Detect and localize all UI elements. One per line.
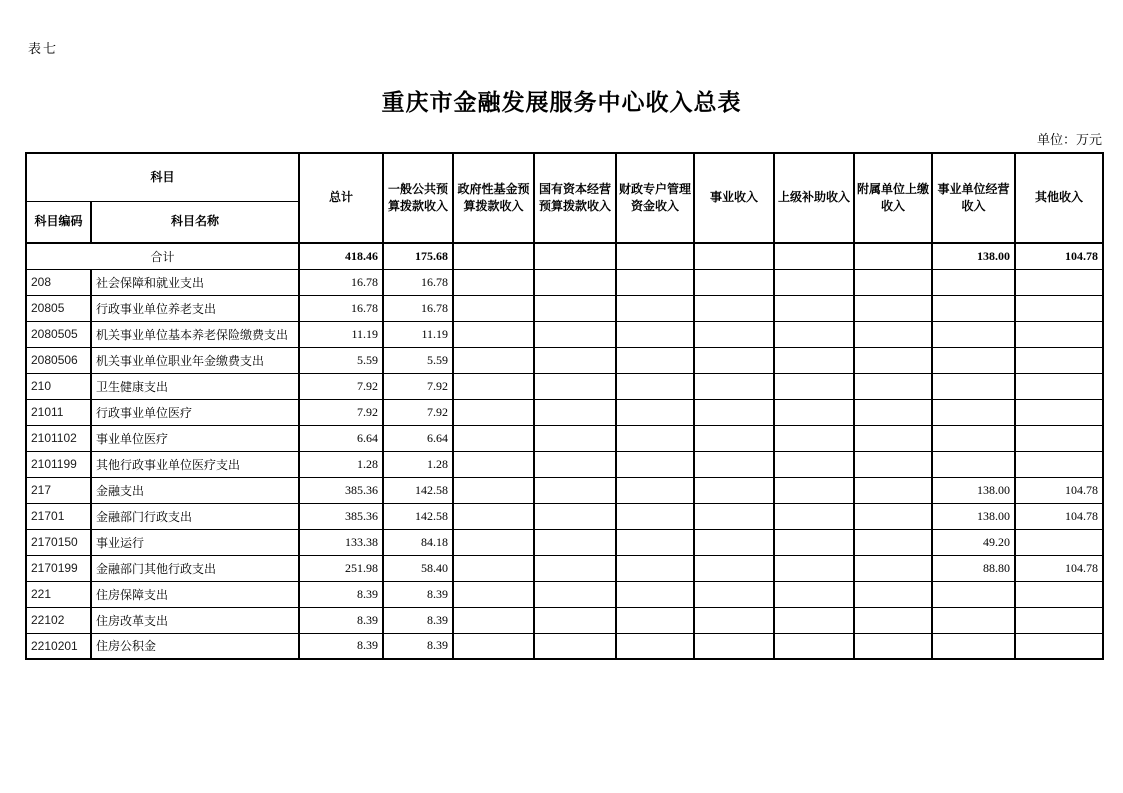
total-row [26, 243, 1103, 269]
value-cell: 8.39 [299, 607, 383, 633]
subject-name-cell: 住房保障支出 [91, 581, 299, 607]
value-cell [1015, 633, 1103, 659]
value-cell: 7.92 [383, 399, 453, 425]
value-cell [616, 425, 694, 451]
value-cell [616, 347, 694, 373]
value-cell [1015, 269, 1103, 295]
subject-code-cell: 210 [26, 373, 91, 399]
value-cell [453, 295, 534, 321]
value-cell [453, 425, 534, 451]
value-cell: 7.92 [299, 399, 383, 425]
value-cell [854, 581, 932, 607]
value-cell [1015, 347, 1103, 373]
value-cell [774, 477, 854, 503]
table-row [26, 269, 1103, 295]
table-row [26, 503, 1103, 529]
total-row-label: 合计 [26, 243, 299, 269]
header-row-1 [26, 153, 1103, 201]
value-cell: 133.38 [299, 529, 383, 555]
value-cell [694, 607, 774, 633]
value-cell: 6.64 [383, 425, 453, 451]
subject-name-cell: 卫生健康支出 [91, 373, 299, 399]
subject-name-cell: 金融支出 [91, 477, 299, 503]
value-cell [453, 399, 534, 425]
value-cell [616, 503, 694, 529]
value-cell [932, 451, 1015, 477]
header-subject-name: 科目名称 [91, 201, 299, 243]
table-row [26, 373, 1103, 399]
value-cell [694, 477, 774, 503]
subject-code-cell: 21701 [26, 503, 91, 529]
table-row [26, 347, 1103, 373]
value-cell [616, 529, 694, 555]
subject-name-cell: 事业运行 [91, 529, 299, 555]
value-cell [616, 451, 694, 477]
subject-code-cell: 208 [26, 269, 91, 295]
table-row [26, 295, 1103, 321]
value-cell: 8.39 [383, 607, 453, 633]
value-cell: 5.59 [383, 347, 453, 373]
header-col-5: 事业收入 [694, 153, 774, 243]
value-cell [774, 555, 854, 581]
value-cell [694, 581, 774, 607]
value-cell [774, 373, 854, 399]
value-cell [694, 555, 774, 581]
value-cell [1015, 529, 1103, 555]
subject-code-cell: 2080506 [26, 347, 91, 373]
value-cell [774, 581, 854, 607]
value-cell: 104.78 [1015, 555, 1103, 581]
value-cell [1015, 451, 1103, 477]
value-cell [616, 269, 694, 295]
value-cell [534, 581, 616, 607]
total-row-value [854, 243, 932, 269]
table-row [26, 425, 1103, 451]
value-cell [932, 295, 1015, 321]
subject-name-cell: 行政事业单位养老支出 [91, 295, 299, 321]
value-cell [453, 503, 534, 529]
value-cell [694, 529, 774, 555]
value-cell [694, 633, 774, 659]
value-cell [694, 399, 774, 425]
value-cell [774, 607, 854, 633]
subject-name-cell: 金融部门其他行政支出 [91, 555, 299, 581]
value-cell [1015, 581, 1103, 607]
value-cell [453, 555, 534, 581]
header-col-6: 上级补助收入 [774, 153, 854, 243]
value-cell [774, 399, 854, 425]
value-cell: 49.20 [932, 529, 1015, 555]
value-cell [694, 503, 774, 529]
value-cell: 5.59 [299, 347, 383, 373]
value-cell [774, 633, 854, 659]
value-cell [534, 399, 616, 425]
header-subject: 科目 [26, 153, 299, 201]
value-cell [854, 373, 932, 399]
value-cell: 16.78 [383, 295, 453, 321]
value-cell [932, 425, 1015, 451]
value-cell [453, 529, 534, 555]
value-cell: 11.19 [299, 321, 383, 347]
header-col-0: 总计 [299, 153, 383, 243]
value-cell [534, 321, 616, 347]
value-cell: 84.18 [383, 529, 453, 555]
table-row [26, 399, 1103, 425]
header-col-1: 一般公共预算拨款收入 [383, 153, 453, 243]
value-cell [854, 477, 932, 503]
total-row-value [534, 243, 616, 269]
value-cell [932, 269, 1015, 295]
value-cell [774, 451, 854, 477]
table-row [26, 477, 1103, 503]
value-cell [854, 399, 932, 425]
table-row [26, 451, 1103, 477]
value-cell [1015, 425, 1103, 451]
value-cell [534, 425, 616, 451]
value-cell: 16.78 [299, 295, 383, 321]
value-cell: 16.78 [383, 269, 453, 295]
value-cell [616, 295, 694, 321]
header-col-8: 事业单位经营收入 [932, 153, 1015, 243]
value-cell [453, 581, 534, 607]
value-cell [932, 399, 1015, 425]
value-cell [616, 607, 694, 633]
value-cell [534, 633, 616, 659]
value-cell [774, 529, 854, 555]
value-cell [694, 425, 774, 451]
value-cell [694, 321, 774, 347]
value-cell [534, 503, 616, 529]
header-col-2: 政府性基金预算拨款收入 [453, 153, 534, 243]
value-cell [694, 269, 774, 295]
subject-code-cell: 20805 [26, 295, 91, 321]
value-cell [534, 347, 616, 373]
subject-name-cell: 金融部门行政支出 [91, 503, 299, 529]
subject-code-cell: 221 [26, 581, 91, 607]
subject-name-cell: 社会保障和就业支出 [91, 269, 299, 295]
value-cell: 16.78 [299, 269, 383, 295]
value-cell [534, 477, 616, 503]
value-cell [453, 321, 534, 347]
header-col-3: 国有资本经营预算拨款收入 [534, 153, 616, 243]
subject-name-cell: 住房公积金 [91, 633, 299, 659]
value-cell [534, 373, 616, 399]
value-cell [854, 503, 932, 529]
value-cell: 58.40 [383, 555, 453, 581]
subject-code-cell: 21011 [26, 399, 91, 425]
subject-name-cell: 事业单位医疗 [91, 425, 299, 451]
table-row [26, 633, 1103, 659]
value-cell [854, 321, 932, 347]
value-cell [616, 399, 694, 425]
subject-code-cell: 2101199 [26, 451, 91, 477]
value-cell [774, 321, 854, 347]
subject-code-cell: 2080505 [26, 321, 91, 347]
value-cell [854, 633, 932, 659]
value-cell [774, 269, 854, 295]
value-cell [854, 607, 932, 633]
table-number-label: 表七 [28, 41, 59, 56]
value-cell: 104.78 [1015, 503, 1103, 529]
header-col-7: 附属单位上缴收入 [854, 153, 932, 243]
total-row-value [453, 243, 534, 269]
value-cell [453, 607, 534, 633]
table-row [26, 581, 1103, 607]
value-cell [854, 555, 932, 581]
value-cell [1015, 399, 1103, 425]
value-cell [694, 295, 774, 321]
value-cell [932, 633, 1015, 659]
value-cell [453, 347, 534, 373]
value-cell: 385.36 [299, 477, 383, 503]
value-cell: 1.28 [383, 451, 453, 477]
subject-code-cell: 2170150 [26, 529, 91, 555]
total-row-value [694, 243, 774, 269]
table-header [26, 153, 1103, 243]
value-cell [854, 269, 932, 295]
value-cell: 8.39 [299, 581, 383, 607]
value-cell [774, 503, 854, 529]
value-cell [616, 321, 694, 347]
value-cell: 142.58 [383, 503, 453, 529]
subject-code-cell: 22102 [26, 607, 91, 633]
value-cell [616, 477, 694, 503]
total-row-value: 175.68 [383, 243, 453, 269]
subject-code-cell: 2101102 [26, 425, 91, 451]
subject-name-cell: 行政事业单位医疗 [91, 399, 299, 425]
value-cell [616, 633, 694, 659]
value-cell [774, 425, 854, 451]
value-cell [694, 373, 774, 399]
value-cell [453, 477, 534, 503]
value-cell: 7.92 [299, 373, 383, 399]
value-cell [534, 529, 616, 555]
subject-name-cell: 其他行政事业单位医疗支出 [91, 451, 299, 477]
value-cell [774, 295, 854, 321]
table-row [26, 321, 1103, 347]
value-cell [774, 347, 854, 373]
value-cell [1015, 373, 1103, 399]
value-cell [932, 347, 1015, 373]
total-row-value [616, 243, 694, 269]
value-cell [854, 425, 932, 451]
subject-code-cell: 2210201 [26, 633, 91, 659]
value-cell: 8.39 [383, 633, 453, 659]
header-col-9: 其他收入 [1015, 153, 1103, 243]
subject-name-cell: 住房改革支出 [91, 607, 299, 633]
value-cell [453, 633, 534, 659]
value-cell [1015, 295, 1103, 321]
value-cell: 88.80 [932, 555, 1015, 581]
value-cell [534, 269, 616, 295]
value-cell [453, 451, 534, 477]
value-cell [1015, 321, 1103, 347]
value-cell: 251.98 [299, 555, 383, 581]
subject-code-cell: 2170199 [26, 555, 91, 581]
value-cell [616, 555, 694, 581]
value-cell [854, 295, 932, 321]
value-cell: 8.39 [383, 581, 453, 607]
value-cell: 142.58 [383, 477, 453, 503]
value-cell: 11.19 [383, 321, 453, 347]
total-row-value: 138.00 [932, 243, 1015, 269]
value-cell: 7.92 [383, 373, 453, 399]
total-row-value [774, 243, 854, 269]
value-cell [694, 347, 774, 373]
subject-name-cell: 机关事业单位职业年金缴费支出 [91, 347, 299, 373]
table-row [26, 555, 1103, 581]
value-cell [932, 321, 1015, 347]
value-cell [932, 373, 1015, 399]
value-cell [1015, 607, 1103, 633]
unit-note: 单位：万元 [1036, 132, 1102, 147]
header-col-4: 财政专户管理资金收入 [616, 153, 694, 243]
income-summary-table [25, 152, 1104, 660]
value-cell [932, 581, 1015, 607]
table-row [26, 607, 1103, 633]
value-cell [616, 581, 694, 607]
subject-code-cell: 217 [26, 477, 91, 503]
value-cell: 138.00 [932, 477, 1015, 503]
total-row-value: 418.46 [299, 243, 383, 269]
value-cell: 1.28 [299, 451, 383, 477]
table-body [26, 243, 1103, 659]
page-title: 重庆市金融发展服务中心收入总表 [381, 90, 742, 115]
value-cell [694, 451, 774, 477]
value-cell [534, 607, 616, 633]
value-cell [932, 607, 1015, 633]
subject-name-cell: 机关事业单位基本养老保险缴费支出 [91, 321, 299, 347]
value-cell [534, 555, 616, 581]
value-cell [453, 373, 534, 399]
value-cell: 6.64 [299, 425, 383, 451]
total-row-value: 104.78 [1015, 243, 1103, 269]
value-cell: 8.39 [299, 633, 383, 659]
value-cell [854, 347, 932, 373]
table-row [26, 529, 1103, 555]
value-cell: 138.00 [932, 503, 1015, 529]
header-subject-code: 科目编码 [26, 201, 91, 243]
value-cell [854, 451, 932, 477]
value-cell [453, 269, 534, 295]
value-cell [854, 529, 932, 555]
value-cell: 385.36 [299, 503, 383, 529]
value-cell [534, 451, 616, 477]
value-cell [616, 373, 694, 399]
value-cell: 104.78 [1015, 477, 1103, 503]
value-cell [534, 295, 616, 321]
